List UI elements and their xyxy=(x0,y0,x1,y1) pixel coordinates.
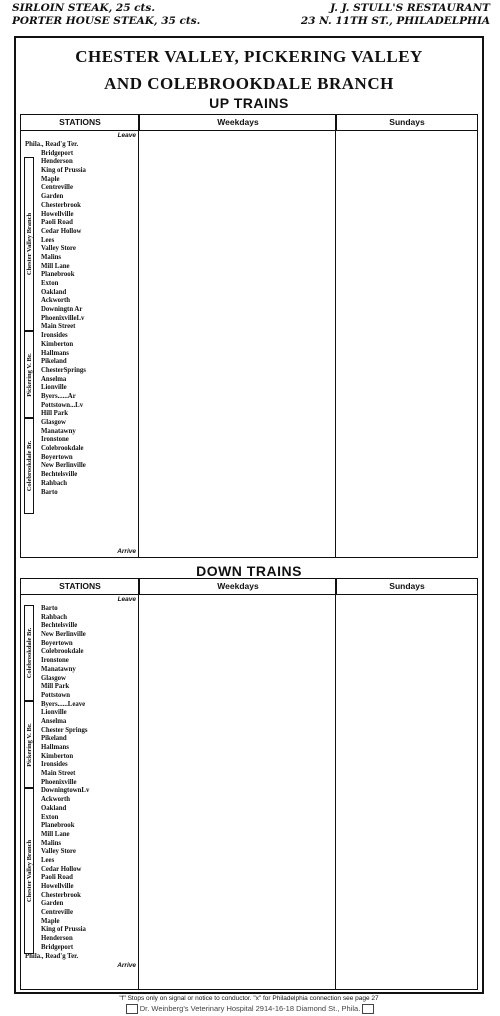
up-colebrookdale-row xyxy=(21,402,477,411)
station-name: Lees xyxy=(41,856,55,864)
station-name: Ironstone xyxy=(41,657,69,665)
down-colebrookdale-row xyxy=(21,622,477,631)
down-colebrookdale-row xyxy=(21,692,477,701)
station-name: Paoli Road xyxy=(41,874,73,882)
down-chester-row xyxy=(21,822,477,831)
station-name: Byers......Ar xyxy=(41,392,76,400)
up-origin-station: Phila., Read'g Ter. xyxy=(25,141,79,148)
down-group-chester xyxy=(24,788,34,954)
down-pickering-row xyxy=(21,753,477,762)
up-chester-row xyxy=(21,150,477,159)
up-pickering-row xyxy=(21,323,477,332)
down-colebrookdale-row xyxy=(21,657,477,666)
station-name: Howellville xyxy=(41,210,74,218)
up-chester-row xyxy=(21,219,477,228)
up-trains-table xyxy=(20,114,478,558)
ad-restaurant-name: J. J. STULL'S RESTAURANT xyxy=(330,2,490,14)
station-name: Exton xyxy=(41,813,59,821)
down-pickering-row xyxy=(21,770,477,779)
up-colebrookdale-row xyxy=(21,428,477,437)
down-arrive-label: Arrive xyxy=(117,962,136,970)
down-group-colebrookdale-label: Colebrookdale Br. xyxy=(26,627,33,679)
station-name: King of Prussia xyxy=(41,167,86,175)
station-name: Valley Store xyxy=(41,245,76,253)
timetable-title-line-1: CHESTER VALLEY, PICKERING VALLEY xyxy=(75,47,423,66)
up-arrive-row xyxy=(21,547,477,557)
station-name: Ironstone xyxy=(41,436,69,444)
up-chester-row xyxy=(21,211,477,220)
up-chester-row xyxy=(21,297,477,306)
station-name: Bridgeport xyxy=(41,149,74,157)
down-pickering-row xyxy=(21,761,477,770)
up-col-weekdays: Weekdays xyxy=(140,115,337,130)
down-group-colebrookdale xyxy=(24,605,34,701)
up-group-chester xyxy=(24,157,34,331)
station-name: Barto xyxy=(41,488,58,496)
down-chester-row xyxy=(21,935,477,944)
up-colebrookdale-row xyxy=(21,471,477,480)
station-name: Hallmans xyxy=(41,349,69,357)
station-name: Malins xyxy=(41,839,62,847)
station-name: Hill Park xyxy=(41,410,68,418)
up-colebrookdale-row xyxy=(21,489,477,498)
down-col-stations: STATIONS xyxy=(21,579,140,594)
station-name: Malins xyxy=(41,253,62,261)
up-colebrookdale-row xyxy=(21,419,477,428)
station-name: Oakland xyxy=(41,804,67,812)
down-chester-row xyxy=(21,831,477,840)
station-name: Centreville xyxy=(41,184,73,192)
ad-restaurant-address: 23 N. 11TH ST., PHILADELPHIA xyxy=(300,15,490,27)
station-name: Manatawny xyxy=(41,427,76,435)
station-name: Boyertown xyxy=(41,453,73,461)
up-chester-row xyxy=(21,158,477,167)
station-name: Manatawny xyxy=(41,665,76,673)
up-chester-row xyxy=(21,263,477,272)
down-group-chester-label: Chester Valley Branch xyxy=(26,839,33,903)
down-colebrookdale-row xyxy=(21,683,477,692)
down-chester-row xyxy=(21,814,477,823)
down-header-row xyxy=(21,579,477,595)
station-name: Pikeland xyxy=(41,358,67,366)
down-chester-row xyxy=(21,944,477,953)
down-pickering-row xyxy=(21,727,477,736)
ad-steak-porterhouse: PORTER HOUSE STEAK, 35 cts. xyxy=(12,15,201,27)
down-chester-row xyxy=(21,883,477,892)
up-chester-row xyxy=(21,176,477,185)
up-chester-row xyxy=(21,245,477,254)
down-pickering-row xyxy=(21,718,477,727)
up-trains-heading: UP TRAINS xyxy=(209,95,289,111)
station-name: Planebrook xyxy=(41,822,75,830)
down-chester-row xyxy=(21,918,477,927)
station-name: Glasgow xyxy=(41,674,66,682)
down-chester-row xyxy=(21,874,477,883)
down-station-list xyxy=(21,605,477,953)
station-name: New Berlinville xyxy=(41,462,86,470)
up-chester-row xyxy=(21,271,477,280)
up-chester-row xyxy=(21,237,477,246)
up-divider-sundays xyxy=(335,115,336,557)
station-name: Garden xyxy=(41,900,64,908)
up-group-colebrookdale-label: Colebrookdale Br. xyxy=(26,440,33,492)
down-colebrookdale-row xyxy=(21,648,477,657)
up-pickering-row xyxy=(21,384,477,393)
timetable-frame xyxy=(14,36,484,994)
station-name: Mill Park xyxy=(41,683,70,691)
up-leave-label: Leave xyxy=(117,132,136,139)
down-pickering-row xyxy=(21,779,477,788)
up-chester-row xyxy=(21,193,477,202)
down-arrive-row xyxy=(21,961,477,971)
bottom-ad-text: Dr. Weinberg's Veterinary Hospital 2914-16-18 Diamond St., Phila. xyxy=(139,1004,361,1013)
timetable-title-line-2: AND COLEBROOKDALE BRANCH xyxy=(104,74,394,93)
down-pickering-row xyxy=(21,744,477,753)
down-pickering-row xyxy=(21,701,477,710)
up-pickering-row xyxy=(21,350,477,359)
down-col-weekdays: Weekdays xyxy=(140,579,337,594)
station-name: Lionville xyxy=(41,384,67,392)
up-colebrookdale-row xyxy=(21,480,477,489)
up-pickering-row xyxy=(21,367,477,376)
down-leave-row xyxy=(21,595,477,605)
station-name: Valley Store xyxy=(41,848,76,856)
up-pickering-row xyxy=(21,315,477,324)
station-name: Mill Lane xyxy=(41,262,70,270)
down-chester-row xyxy=(21,892,477,901)
station-name: Rahbach xyxy=(41,613,68,621)
down-leave-label: Leave xyxy=(117,596,136,603)
station-name: Boyertown xyxy=(41,639,73,647)
station-name: Bridgeport xyxy=(41,943,74,951)
down-colebrookdale-row xyxy=(21,675,477,684)
station-name: Colebrookdale xyxy=(41,445,84,453)
station-name: Barto xyxy=(41,605,58,612)
up-origin-row xyxy=(21,141,477,150)
down-chester-row xyxy=(21,840,477,849)
up-chester-row xyxy=(21,228,477,237)
down-divider-sundays xyxy=(335,579,336,989)
station-name: Ackworth xyxy=(41,796,71,804)
ad-steak-sirloin: SIRLOIN STEAK, 25 cts. xyxy=(12,2,155,14)
down-colebrookdale-row xyxy=(21,605,477,614)
station-name: ChesterSprings xyxy=(41,366,86,374)
up-pickering-row xyxy=(21,332,477,341)
station-name: Anselma xyxy=(41,717,67,725)
ad-line-1 xyxy=(12,2,490,14)
station-name: New Berlinville xyxy=(41,631,86,639)
up-chester-row xyxy=(21,184,477,193)
left-emblem-icon xyxy=(126,1004,138,1014)
down-chester-row xyxy=(21,926,477,935)
up-colebrookdale-row xyxy=(21,445,477,454)
station-name: Pikeland xyxy=(41,735,67,743)
station-name: Colebrookdale xyxy=(41,648,84,656)
station-name: PhoenixvilleLv xyxy=(41,314,85,322)
station-name: Bechtelsville xyxy=(41,622,78,630)
down-chester-row xyxy=(21,909,477,918)
station-name: Chesterbrook xyxy=(41,891,81,899)
up-arrive-label: Arrive xyxy=(117,548,136,555)
down-divider-stations xyxy=(138,579,139,989)
down-chester-row xyxy=(21,857,477,866)
down-pickering-row xyxy=(21,735,477,744)
station-name: Chester Springs xyxy=(41,726,88,734)
up-chester-row xyxy=(21,202,477,211)
station-name: Kimberton xyxy=(41,340,74,348)
up-pickering-row xyxy=(21,358,477,367)
down-colebrookdale-row xyxy=(21,666,477,675)
down-group-pickering-label: Pickering V. Br. xyxy=(26,722,33,767)
up-col-stations: STATIONS xyxy=(21,115,140,130)
station-name: Lees xyxy=(41,236,55,244)
up-colebrookdale-row xyxy=(21,436,477,445)
station-name: Main Street xyxy=(41,770,76,778)
up-chester-row xyxy=(21,306,477,315)
station-name: Main Street xyxy=(41,323,76,331)
station-name: Maple xyxy=(41,917,60,925)
up-header-row xyxy=(21,115,477,131)
down-chester-row xyxy=(21,900,477,909)
down-destination-row xyxy=(21,953,477,962)
up-group-colebrookdale xyxy=(24,418,34,514)
station-name: Cedar Hollow xyxy=(41,227,82,235)
station-name: DowningtownLv xyxy=(41,787,90,795)
station-name: Oakland xyxy=(41,288,67,296)
station-name: Ackworth xyxy=(41,297,71,305)
up-station-list xyxy=(21,150,477,498)
down-trains-heading: DOWN TRAINS xyxy=(196,563,302,579)
down-col-sundays: Sundays xyxy=(389,581,425,591)
up-pickering-row xyxy=(21,376,477,385)
down-chester-row xyxy=(21,848,477,857)
station-name: Ironsides xyxy=(41,761,68,769)
station-name: Phoenixville xyxy=(41,778,77,786)
up-colebrookdale-row xyxy=(21,410,477,419)
station-name: Hallmans xyxy=(41,744,69,751)
station-name: Kimberton xyxy=(41,752,74,760)
station-name: Glasgow xyxy=(41,419,66,426)
station-name: Garden xyxy=(41,193,64,201)
ad-line-2 xyxy=(12,15,490,27)
station-name: Planebrook xyxy=(41,271,75,279)
down-chester-row xyxy=(21,805,477,814)
station-name: King of Prussia xyxy=(41,926,86,934)
up-chester-row xyxy=(21,280,477,289)
station-name: Chesterbrook xyxy=(41,201,81,209)
station-name: Lionville xyxy=(41,709,67,717)
station-name: Maple xyxy=(41,175,60,183)
station-name: Cedar Hollow xyxy=(41,865,82,873)
down-pickering-row xyxy=(21,709,477,718)
down-colebrookdale-row xyxy=(21,614,477,623)
up-colebrookdale-row xyxy=(21,454,477,463)
station-name: Centreville xyxy=(41,909,73,917)
station-name: Downingtn Ar xyxy=(41,306,83,314)
up-chester-row xyxy=(21,254,477,263)
up-pickering-row xyxy=(21,341,477,350)
down-chester-row xyxy=(21,866,477,875)
right-emblem-icon xyxy=(362,1004,374,1014)
station-name: Ironsides xyxy=(41,332,68,340)
up-chester-row xyxy=(21,167,477,176)
up-group-chester-label: Chester Valley Branch xyxy=(26,212,33,276)
station-name: Henderson xyxy=(41,158,73,166)
station-name: Bechtelsville xyxy=(41,471,78,479)
down-colebrookdale-row xyxy=(21,631,477,640)
station-name: Henderson xyxy=(41,935,73,943)
station-name: Anselma xyxy=(41,375,67,383)
up-leave-row xyxy=(21,131,477,141)
up-group-pickering xyxy=(24,331,34,418)
station-name: Paoli Road xyxy=(41,219,73,227)
station-name: Pottstown xyxy=(41,691,71,699)
up-group-pickering-label: Pickering V. Br. xyxy=(26,352,33,397)
bottom-advertisement xyxy=(20,1004,480,1014)
station-name: Exton xyxy=(41,280,59,287)
up-colebrookdale-row xyxy=(21,462,477,471)
station-name: Byers......Leave xyxy=(41,700,86,708)
down-colebrookdale-row xyxy=(21,640,477,649)
down-trains-table xyxy=(20,578,478,990)
up-divider-stations xyxy=(138,115,139,557)
station-name: Howellville xyxy=(41,883,74,890)
up-chester-row xyxy=(21,289,477,298)
station-name: Mill Lane xyxy=(41,830,70,838)
footnote: "f" Stops only on signal or notice to conductor. "x" for Philadelphia connection see page 27 xyxy=(119,995,379,1002)
station-name: Rahbach xyxy=(41,479,68,487)
station-name: Pottstown...Lv xyxy=(41,401,84,409)
down-chester-row xyxy=(21,796,477,805)
up-col-sundays: Sundays xyxy=(389,117,425,127)
up-pickering-row xyxy=(21,393,477,402)
down-group-pickering xyxy=(24,701,34,788)
down-chester-row xyxy=(21,787,477,796)
down-destination-station: Phila., Read'g Ter. xyxy=(25,952,79,960)
